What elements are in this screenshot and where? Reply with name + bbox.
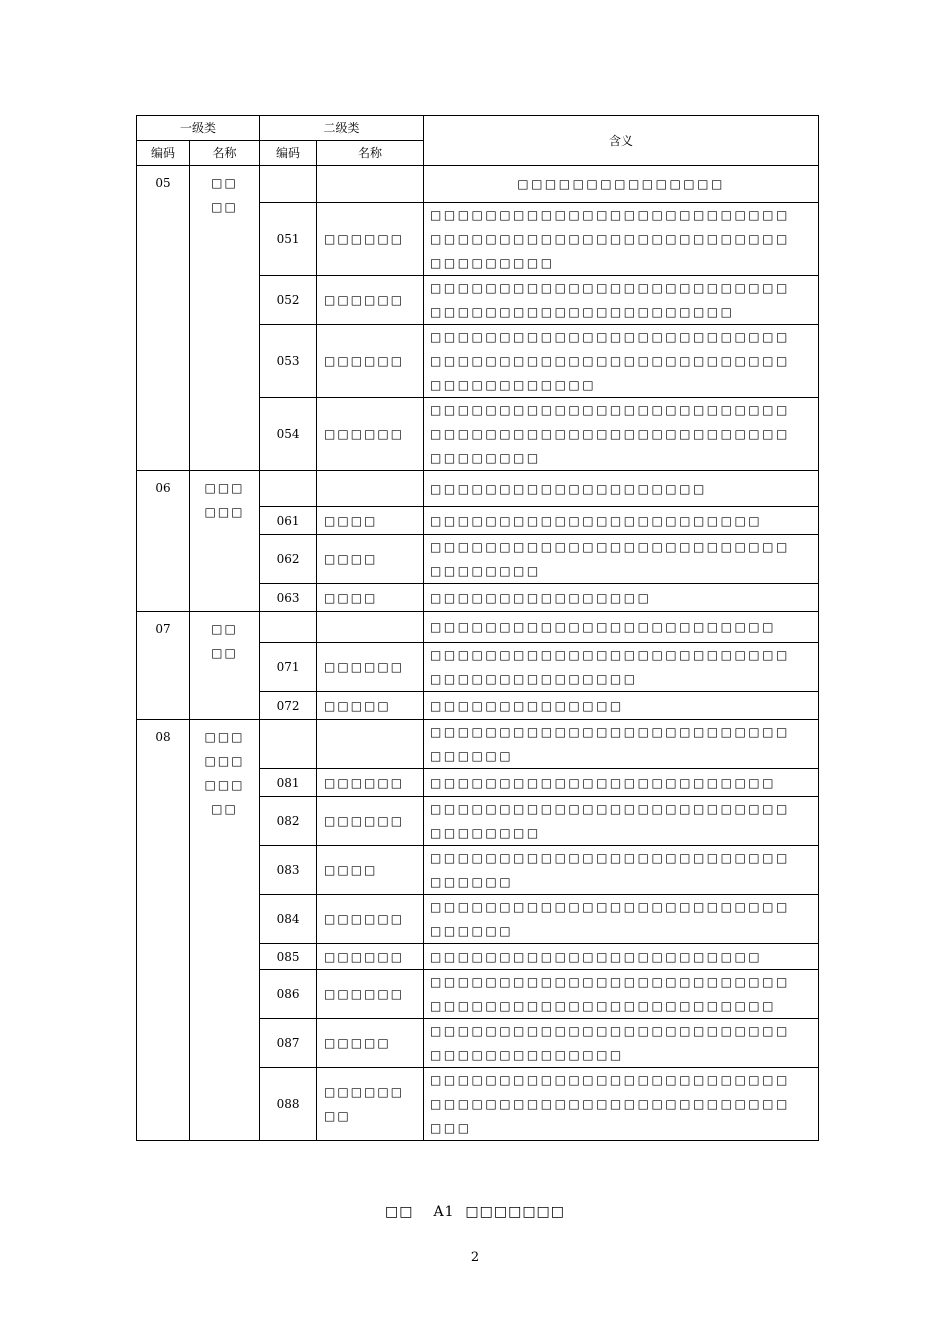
caption-prefix: □□ (385, 1204, 414, 1220)
table-caption (0, 1204, 950, 1220)
level2-name: □□□□□□ (317, 203, 424, 276)
level2-code: 084 (260, 895, 317, 944)
meaning-cell (424, 970, 819, 1019)
level1-name-line: □□ (211, 646, 238, 660)
meaning-line: □□□□□□□□□□□□□□□□□□□□ (430, 481, 707, 496)
level1-name-line: □□□ (204, 754, 245, 768)
header-level2-code: 编码 (260, 141, 317, 166)
meaning-cell (424, 166, 819, 203)
level2-code (260, 720, 317, 769)
level2-name (317, 612, 424, 643)
meaning-line: □□□□□□□□□□□□□□□□□□□□□□□□□□ (430, 281, 790, 295)
level2-name: □□□□□□ (317, 797, 424, 846)
level1-name-line: □□ (211, 200, 238, 214)
meaning-line: □□□□□□□□□□□□□□□□□□□□□□□□□□ (430, 330, 790, 344)
meaning-cell (424, 276, 819, 325)
level2-name: □□□□□□ (317, 970, 424, 1019)
level2-code: 081 (260, 769, 317, 797)
level2-name: □□□□□□ (317, 895, 424, 944)
meaning-cell (424, 1068, 819, 1141)
meaning-cell (424, 507, 819, 535)
header-level2-name: 名称 (317, 141, 424, 166)
level2-code: 072 (260, 692, 317, 720)
meaning-line: □□□□□□□□□□□□□□□ (430, 672, 638, 686)
level2-code: 088 (260, 1068, 317, 1141)
meaning-line: □□□□□□□□□□□□□□□□□□□□□□□□ (430, 949, 763, 964)
level2-name: □□□□□□ (317, 276, 424, 325)
meaning-line: □□□□□□□□□□□□□□□□□□□□□□□□□□ (430, 851, 790, 865)
header-level1: 一级类 (137, 116, 260, 141)
level2-code: 054 (260, 398, 317, 471)
meaning-line: □□□□□□□□□□□□□□□□□□□□□□□□□□ (430, 725, 790, 739)
level2-name: □□□□ (317, 535, 424, 584)
meaning-cell (424, 643, 819, 692)
table-row (137, 612, 819, 643)
page-number: 2 (470, 1250, 480, 1265)
land-classification-table (136, 115, 819, 1141)
level2-code: 087 (260, 1019, 317, 1068)
meaning-line: □□□□□□□□□□□□□□□□□□□□□□□□□□ (430, 648, 790, 662)
level1-code: 06 (137, 471, 190, 612)
level2-code: 052 (260, 276, 317, 325)
meaning-line: □□□□□□□□ (430, 564, 541, 578)
meaning-cell (424, 535, 819, 584)
meaning-cell (424, 846, 819, 895)
table-row (137, 166, 819, 203)
level2-name: □□□□□□ (317, 325, 424, 398)
level1-name (190, 720, 260, 1141)
level1-name-line: □□□ (204, 481, 245, 495)
meaning-line: □□□□□□□□□□□□□□□□□□□□□□□□□□ (430, 354, 790, 368)
caption-text: □□□□□□□ (465, 1204, 565, 1220)
level2-name: □□□□□ (317, 692, 424, 720)
meaning-line: □□□□□□□□□□□□□□□□□□□□□□□□□□ (430, 427, 790, 441)
meaning-line: □□□□□□□□□□□□□□□□□□□□□□□□□□ (430, 403, 790, 417)
level2-name: □□□□□□ (317, 398, 424, 471)
level1-name-line: □□□ (204, 778, 245, 792)
level2-name: □□□□ (317, 584, 424, 612)
level2-name-line: □□□□□□ (324, 1085, 405, 1099)
level2-code: 063 (260, 584, 317, 612)
meaning-line: □□□□□□□□□□□□□□□□□□□□□□□□□□ (430, 802, 790, 816)
level2-name (317, 166, 424, 203)
meaning-line: □□□□□□□□□□□□□□□□□□□□□□ (430, 305, 735, 319)
level2-name: □□□□□□ (317, 769, 424, 797)
header-level1-code: 编码 (137, 141, 190, 166)
level2-code: 082 (260, 797, 317, 846)
meaning-line: □□□□□□□□□□□□□□□□□□□□□□□□ (430, 513, 763, 528)
caption-label: A1 (433, 1204, 455, 1220)
meaning-line: □□□□□□□□□□□□□□□□□□□□□□□□□□ (430, 232, 790, 246)
meaning-cell (424, 692, 819, 720)
meaning-line: □□□□□□□□□□□□□□□□□□□□□□□□□□ (430, 1073, 790, 1087)
level2-code: 053 (260, 325, 317, 398)
meaning-line: □□□□□□□□ (430, 826, 541, 840)
meaning-line: □□□□□□□□□□□□□□□□□□□□□□□□□□ (430, 1097, 790, 1111)
level1-name-line: □□ (211, 802, 238, 816)
meaning-line: □□□□□□□□□□□□□□ (430, 1048, 624, 1062)
meaning-line: □□□□□□□□□□□□□□□□□□□□□□□□□□ (430, 208, 790, 222)
meaning-cell (424, 471, 819, 507)
meaning-line: □□□□□□□□□□□□□□□□□□□□□□□□□□ (430, 1024, 790, 1038)
level2-name: □□□□□ (317, 1019, 424, 1068)
header-level1-name: 名称 (190, 141, 260, 166)
meaning-cell (424, 584, 819, 612)
level2-name (317, 720, 424, 769)
level2-code (260, 166, 317, 203)
meaning-line: □□□□□□□□□□□□□□□□□□□□□□□□□□ (430, 900, 790, 914)
level1-name-line: □□ (211, 176, 238, 190)
table-row (137, 720, 819, 769)
meaning-line: □□□□□□□□□□□□□□□ (517, 177, 725, 191)
level2-code: 085 (260, 944, 317, 970)
meaning-line: □□□□□□□□ (430, 451, 541, 465)
meaning-cell (424, 612, 819, 643)
level2-name: □□□□ (317, 846, 424, 895)
level2-code: 062 (260, 535, 317, 584)
meaning-cell (424, 895, 819, 944)
meaning-line: □□□□□□ (430, 924, 514, 938)
level2-name (317, 471, 424, 507)
level1-name-line: □□□ (204, 505, 245, 519)
level1-name-line: □□ (211, 622, 238, 636)
level1-code: 05 (137, 166, 190, 471)
meaning-cell (424, 944, 819, 970)
meaning-cell (424, 797, 819, 846)
level1-name (190, 612, 260, 720)
meaning-line: □□□□□□□□□ (430, 256, 555, 270)
meaning-cell (424, 720, 819, 769)
level2-name: □□□□□□ (317, 643, 424, 692)
meaning-line: □□□□□□ (430, 875, 514, 889)
level2-code (260, 471, 317, 507)
meaning-line: □□□□□□□□□□□□□□□□□□□□□□□□□□ (430, 975, 790, 989)
meaning-line: □□□□□□□□□□□□ (430, 378, 597, 392)
header-level2: 二级类 (260, 116, 424, 141)
level1-name (190, 166, 260, 471)
meaning-cell (424, 1019, 819, 1068)
meaning-line: □□□ (430, 1121, 472, 1135)
meaning-line: □□□□□□□□□□□□□□□□□□□□□□□□□ (430, 999, 776, 1013)
table-body (137, 166, 819, 1141)
level2-name (317, 1068, 424, 1141)
header-meaning: 含义 (424, 116, 819, 166)
meaning-cell (424, 398, 819, 471)
table-row (137, 471, 819, 507)
level1-code: 07 (137, 612, 190, 720)
meaning-line: □□□□□□□□□□□□□□ (430, 698, 624, 713)
meaning-line: □□□□□□ (430, 749, 514, 763)
meaning-line: □□□□□□□□□□□□□□□□ (430, 590, 652, 605)
level2-code: 051 (260, 203, 317, 276)
level2-name-line: □□ (324, 1109, 351, 1123)
meaning-line: □□□□□□□□□□□□□□□□□□□□□□□□□□ (430, 540, 790, 554)
level1-code: 08 (137, 720, 190, 1141)
level1-name-line: □□□ (204, 730, 245, 744)
meaning-line: □□□□□□□□□□□□□□□□□□□□□□□□□ (430, 775, 776, 790)
level2-name: □□□□ (317, 507, 424, 535)
meaning-cell (424, 325, 819, 398)
meaning-line: □□□□□□□□□□□□□□□□□□□□□□□□□ (430, 620, 776, 634)
meaning-cell (424, 203, 819, 276)
level2-code (260, 612, 317, 643)
level1-name (190, 471, 260, 612)
level2-code: 071 (260, 643, 317, 692)
level2-code: 083 (260, 846, 317, 895)
meaning-cell (424, 769, 819, 797)
level2-name: □□□□□□ (317, 944, 424, 970)
level2-code: 061 (260, 507, 317, 535)
level2-code: 086 (260, 970, 317, 1019)
